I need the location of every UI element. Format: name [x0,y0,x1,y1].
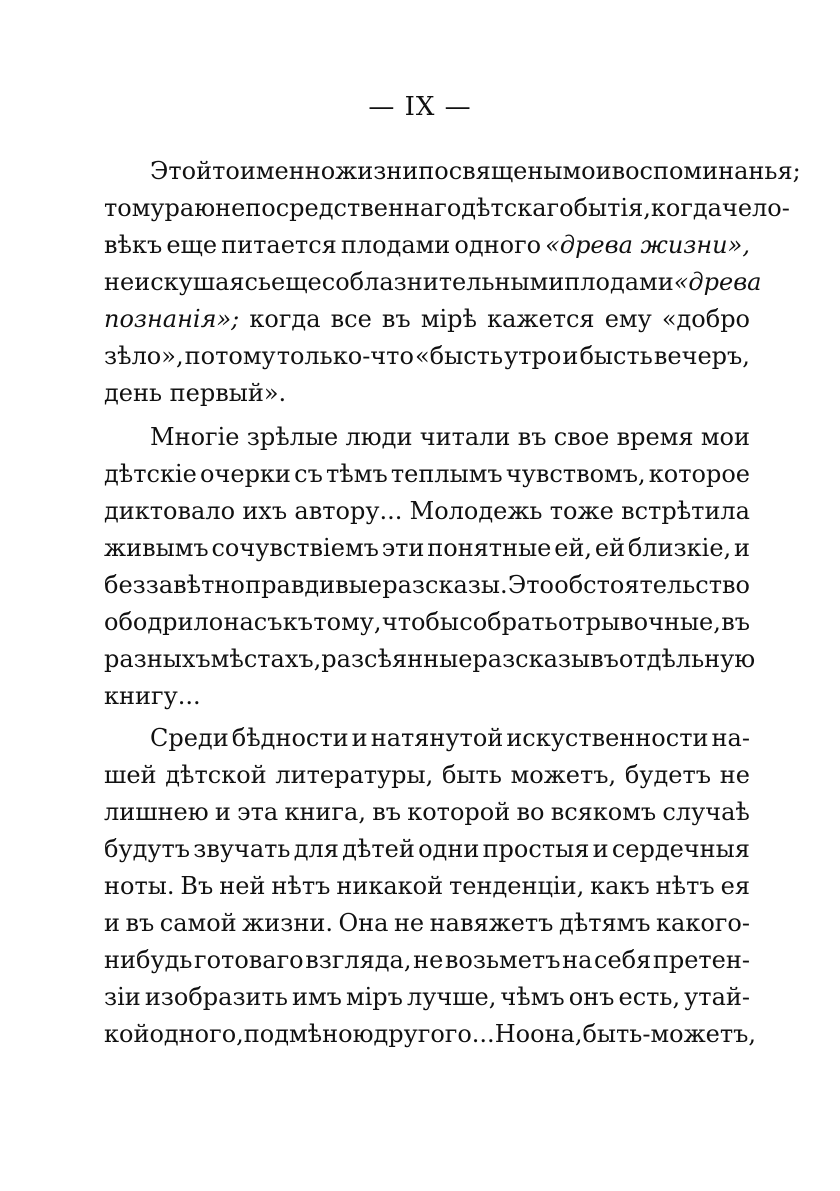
page-number: — IX — [368,92,472,122]
text-line: шей дѣтской литературы, быть можетъ, будетъ не [104,761,750,789]
text-line: Этой то именно жизни посвящены мои воспоминанья; [150,157,801,185]
text-line: кой одного, подмѣною другого... Но она, быть-можетъ, [104,1020,757,1048]
text-line: Многіе зрѣлые люди читали въ свое время мои [150,423,750,451]
text-line: познанія»; когда все въ мірѣ кажется ему «добро [104,301,750,338]
text-line: разныхъ мѣстахъ, разсѣянные разсказы въ отдѣльную [104,645,756,673]
text-line: Среди бѣдности и натянутой искуственности на- [150,724,750,752]
italic-quote: «древа жизни», [545,231,750,259]
text-line: ободрило насъ къ тому, чтобы собрать отрывочные, въ [104,608,750,636]
text-line: тому раю непосредственнаго дѣтскаго бытія, когда чело- [104,194,790,222]
text-line: дѣтскіе очерки съ тѣмъ теплымъ чувствомъ, которое [104,460,750,488]
text-line: ноты. Въ ней нѣтъ никакой тенденціи, какъ нѣтъ ея [104,872,750,900]
text-line: не искушаясь еще соблазнительными плодами «древа [104,264,750,301]
text-line: зѣло», потому только-что «бысть утро и бысть вечеръ, [104,342,750,370]
italic-quote: «древа [673,268,762,296]
text-line: беззавѣтно правдивые разсказы. Это обстоятельство [104,571,750,599]
italic-quote: познанія»; [104,305,240,333]
text-line: будутъ звучать для дѣтей одни простыя и сердечныя [104,835,750,863]
text-line: лишнею и эта книга, въ которой во всякомъ случаѣ [104,798,750,826]
text-line: диктовало ихъ автору... Молодежь тоже встрѣтила [104,497,750,525]
text-line: и въ самой жизни. Она не навяжетъ дѣтямъ какого- [104,909,750,937]
paragraph-1 [104,153,801,412]
text-line: нибудь готоваго взгляда, не возьметъ на себя претен- [104,946,750,974]
paragraph-3 [104,720,757,1053]
paragraph-2 [104,419,756,715]
text-line: день первый». [104,379,287,407]
text-line: вѣкъ еще питается плодами одного «древа жизни», [104,227,750,264]
text-line: зіи изобразить имъ міръ лучше, чѣмъ онъ есть, утай- [104,983,750,1011]
text-line: живымъ сочувствіемъ эти понятные ей, ей близкіе, и [104,534,750,562]
text-line: книгу... [104,682,201,710]
